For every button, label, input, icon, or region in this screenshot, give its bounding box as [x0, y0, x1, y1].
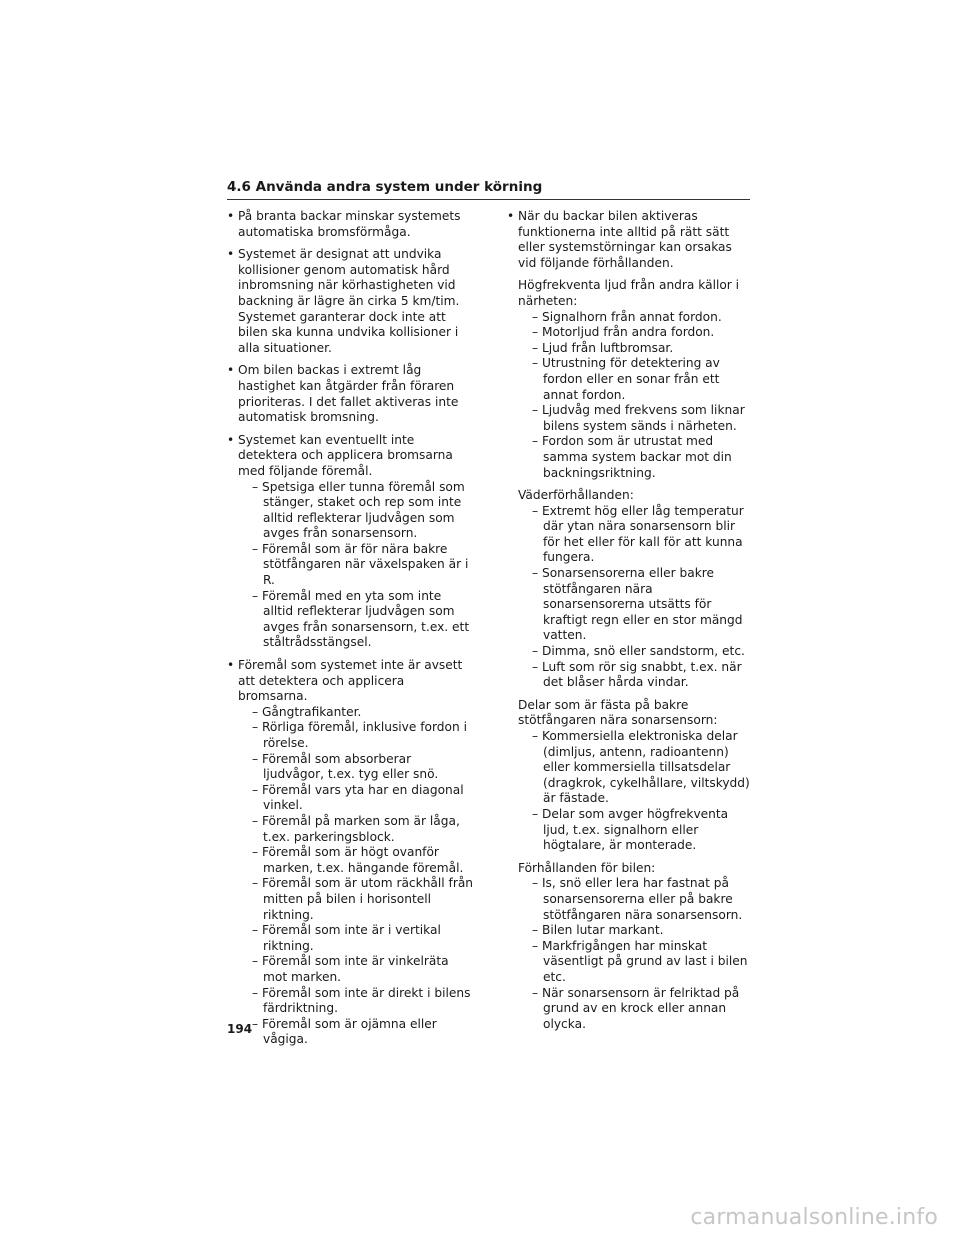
bullet-dot: • [227, 247, 235, 262]
sub-list-item: – Föremål som absorberar ljudvågor, t.ex. tyg eller snö. [252, 751, 439, 782]
sub-list-item: – Ljudvåg med frekvens som liknar bilens system sänds i närheten. [532, 403, 745, 433]
sub-list-item: – Föremål som är högt ovanför marken, t.ex. hängande föremål. [252, 845, 464, 875]
bullet-dot: • [227, 432, 235, 447]
sub-list-item: – Extremt hög eller låg temperatur där ytan nära sonarsensorn blir för het eller för kall för att kunna fungera. [532, 503, 744, 565]
sub-list-item: – Föremål som är ojämna eller vågiga. [252, 1016, 437, 1047]
bullet-text: Föremål som systemet inte är avsett att detektera och applicera bromsarna. [238, 658, 463, 704]
sub-list-item: – Rörliga föremål, inklusive fordon i rörelse. [252, 720, 467, 750]
sub-list-item: – Föremål som är utom räckhåll från mitten på bilen i horisontell riktning. [252, 876, 474, 922]
bullet-dot: • [227, 658, 235, 673]
sub-list-item: – Kommersiella elektroniska delar (dimljus, antenn, radioantenn) eller kommersiella tillsatsdelar (dragkrok, cykelhållare, viltskydd) är fästade. [532, 729, 750, 806]
left-column [227, 209, 475, 1055]
sub-list-item: – Föremål som inte är i vertikal riktning. [252, 923, 441, 953]
sub-list [238, 480, 475, 652]
bullet-dot: • [227, 209, 235, 223]
bullet-item [227, 247, 475, 356]
sub-list-item: – Föremål som är för nära bakre stötfångaren när växelspaken är i R. [252, 541, 469, 588]
sub-list-item: – Föremål vars yta har en diagonal vinkel. [252, 782, 464, 813]
sub-list-item: – Spetsiga eller tunna föremål som stänger, staket och rep som inte alltid reflekterar ljudvågen som avges från sonarsensorn. [252, 479, 465, 541]
sub-list-item: – Föremål med en yta som inte alltid reflekterar ljudvågen som avges från sonarsensorn, t.ex. ett ståltrådsstängsel. [252, 588, 470, 650]
sub-list-item: – Luft som rör sig snabbt, t.ex. när det blåser hårda vindar. [532, 659, 742, 690]
bullet-text: Systemet kan eventuellt inte detektera och applicera bromsarna med följande föremål. [238, 432, 453, 478]
paragraph-heading: Förhållanden för bilen: [518, 860, 656, 875]
bullet-item [227, 209, 475, 240]
bullet-item [227, 433, 475, 651]
sub-list [238, 705, 475, 1048]
sub-list-item: – Signalhorn från annat fordon. [532, 309, 722, 324]
sub-list [518, 876, 752, 1032]
sub-list [518, 310, 752, 482]
sub-list-item: – Markfrigången har minskat väsentligt på grund av last i bilen etc. [532, 938, 748, 984]
sub-list-item: – Ljud från luftbromsar. [532, 340, 674, 355]
page-number: 194 [227, 1022, 253, 1036]
sub-list-item: – Bilen lutar markant. [532, 923, 664, 938]
paragraph-heading: Delar som är fästa på bakre stötfångaren nära sonarsensorn: [518, 697, 718, 728]
bullet-text: På branta backar minskar systemets automatiska bromsförmåga. [238, 209, 461, 239]
section-header [227, 179, 750, 200]
bullet-dot: • [227, 363, 235, 378]
bullet-item [507, 209, 752, 1032]
sub-list-item: – Motorljud från andra fordon. [532, 325, 715, 340]
sub-list-item: – Is, snö eller lera har fastnat på sonarsensorerna eller på bakre stötfångaren nära sonarsensorn. [532, 876, 743, 922]
sub-list [518, 504, 752, 691]
bullet-text: Systemet är designat att undvika kollisioner genom automatisk hård inbromsning när körhastigheten vid backning är lägre än cirka 5 km/tim. Systemet garanterar dock inte att bilen ska kunna undvika kollisioner i alla situationer. [238, 247, 460, 355]
bullet-text: Om bilen backas i extremt låg hastighet kan åtgärder från föraren prioriteras. I det fallet aktiveras inte automatisk bromsning. [238, 363, 459, 425]
sub-list-item: – Dimma, snö eller sandstorm, etc. [532, 644, 745, 659]
sub-list [518, 729, 752, 854]
sub-list-item: – Gångtrafikanter. [252, 704, 362, 719]
sub-list-item: – Sonarsensorerna eller bakre stötfångaren nära sonarsensorerna utsätts för kraftigt regn eller en stor mängd vatten. [532, 566, 743, 643]
paragraph-heading: Väderförhållanden: [518, 488, 634, 503]
bullet-item [227, 363, 475, 425]
sub-list-item: – Föremål på marken som är låga, t.ex. parkeringsblock. [252, 813, 460, 844]
sub-list-item: – När sonarsensorn är felriktad på grund av en krock eller annan olycka. [532, 985, 740, 1031]
bullet-text: När du backar bilen aktiveras funktionerna inte alltid på rätt sätt eller systemstörningar kan orsakas vid följande förhållanden. [518, 209, 732, 270]
paragraph-heading: Högfrekventa ljud från andra källor i närheten: [518, 278, 740, 308]
sub-list-item: – Föremål som inte är vinkelräta mot marken. [252, 954, 449, 984]
section-title: 4.6 Använda andra system under körning [227, 179, 543, 195]
sub-list-item: – Föremål som inte är direkt i bilens färdriktning. [252, 985, 471, 1016]
watermark-text: carmanualsonline.info [690, 1205, 938, 1230]
bullet-dot: • [507, 209, 515, 223]
bullet-item [227, 658, 475, 1048]
sub-list-item: – Fordon som är utrustat med samma system backar mot din backningsriktning. [532, 434, 732, 480]
sub-list-item: – Delar som avger högfrekventa ljud, t.ex. signalhorn eller högtalare, är monterade. [532, 806, 729, 853]
right-column [507, 209, 752, 1039]
sub-list-item: – Utrustning för detektering av fordon eller en sonar från ett annat fordon. [532, 356, 720, 402]
